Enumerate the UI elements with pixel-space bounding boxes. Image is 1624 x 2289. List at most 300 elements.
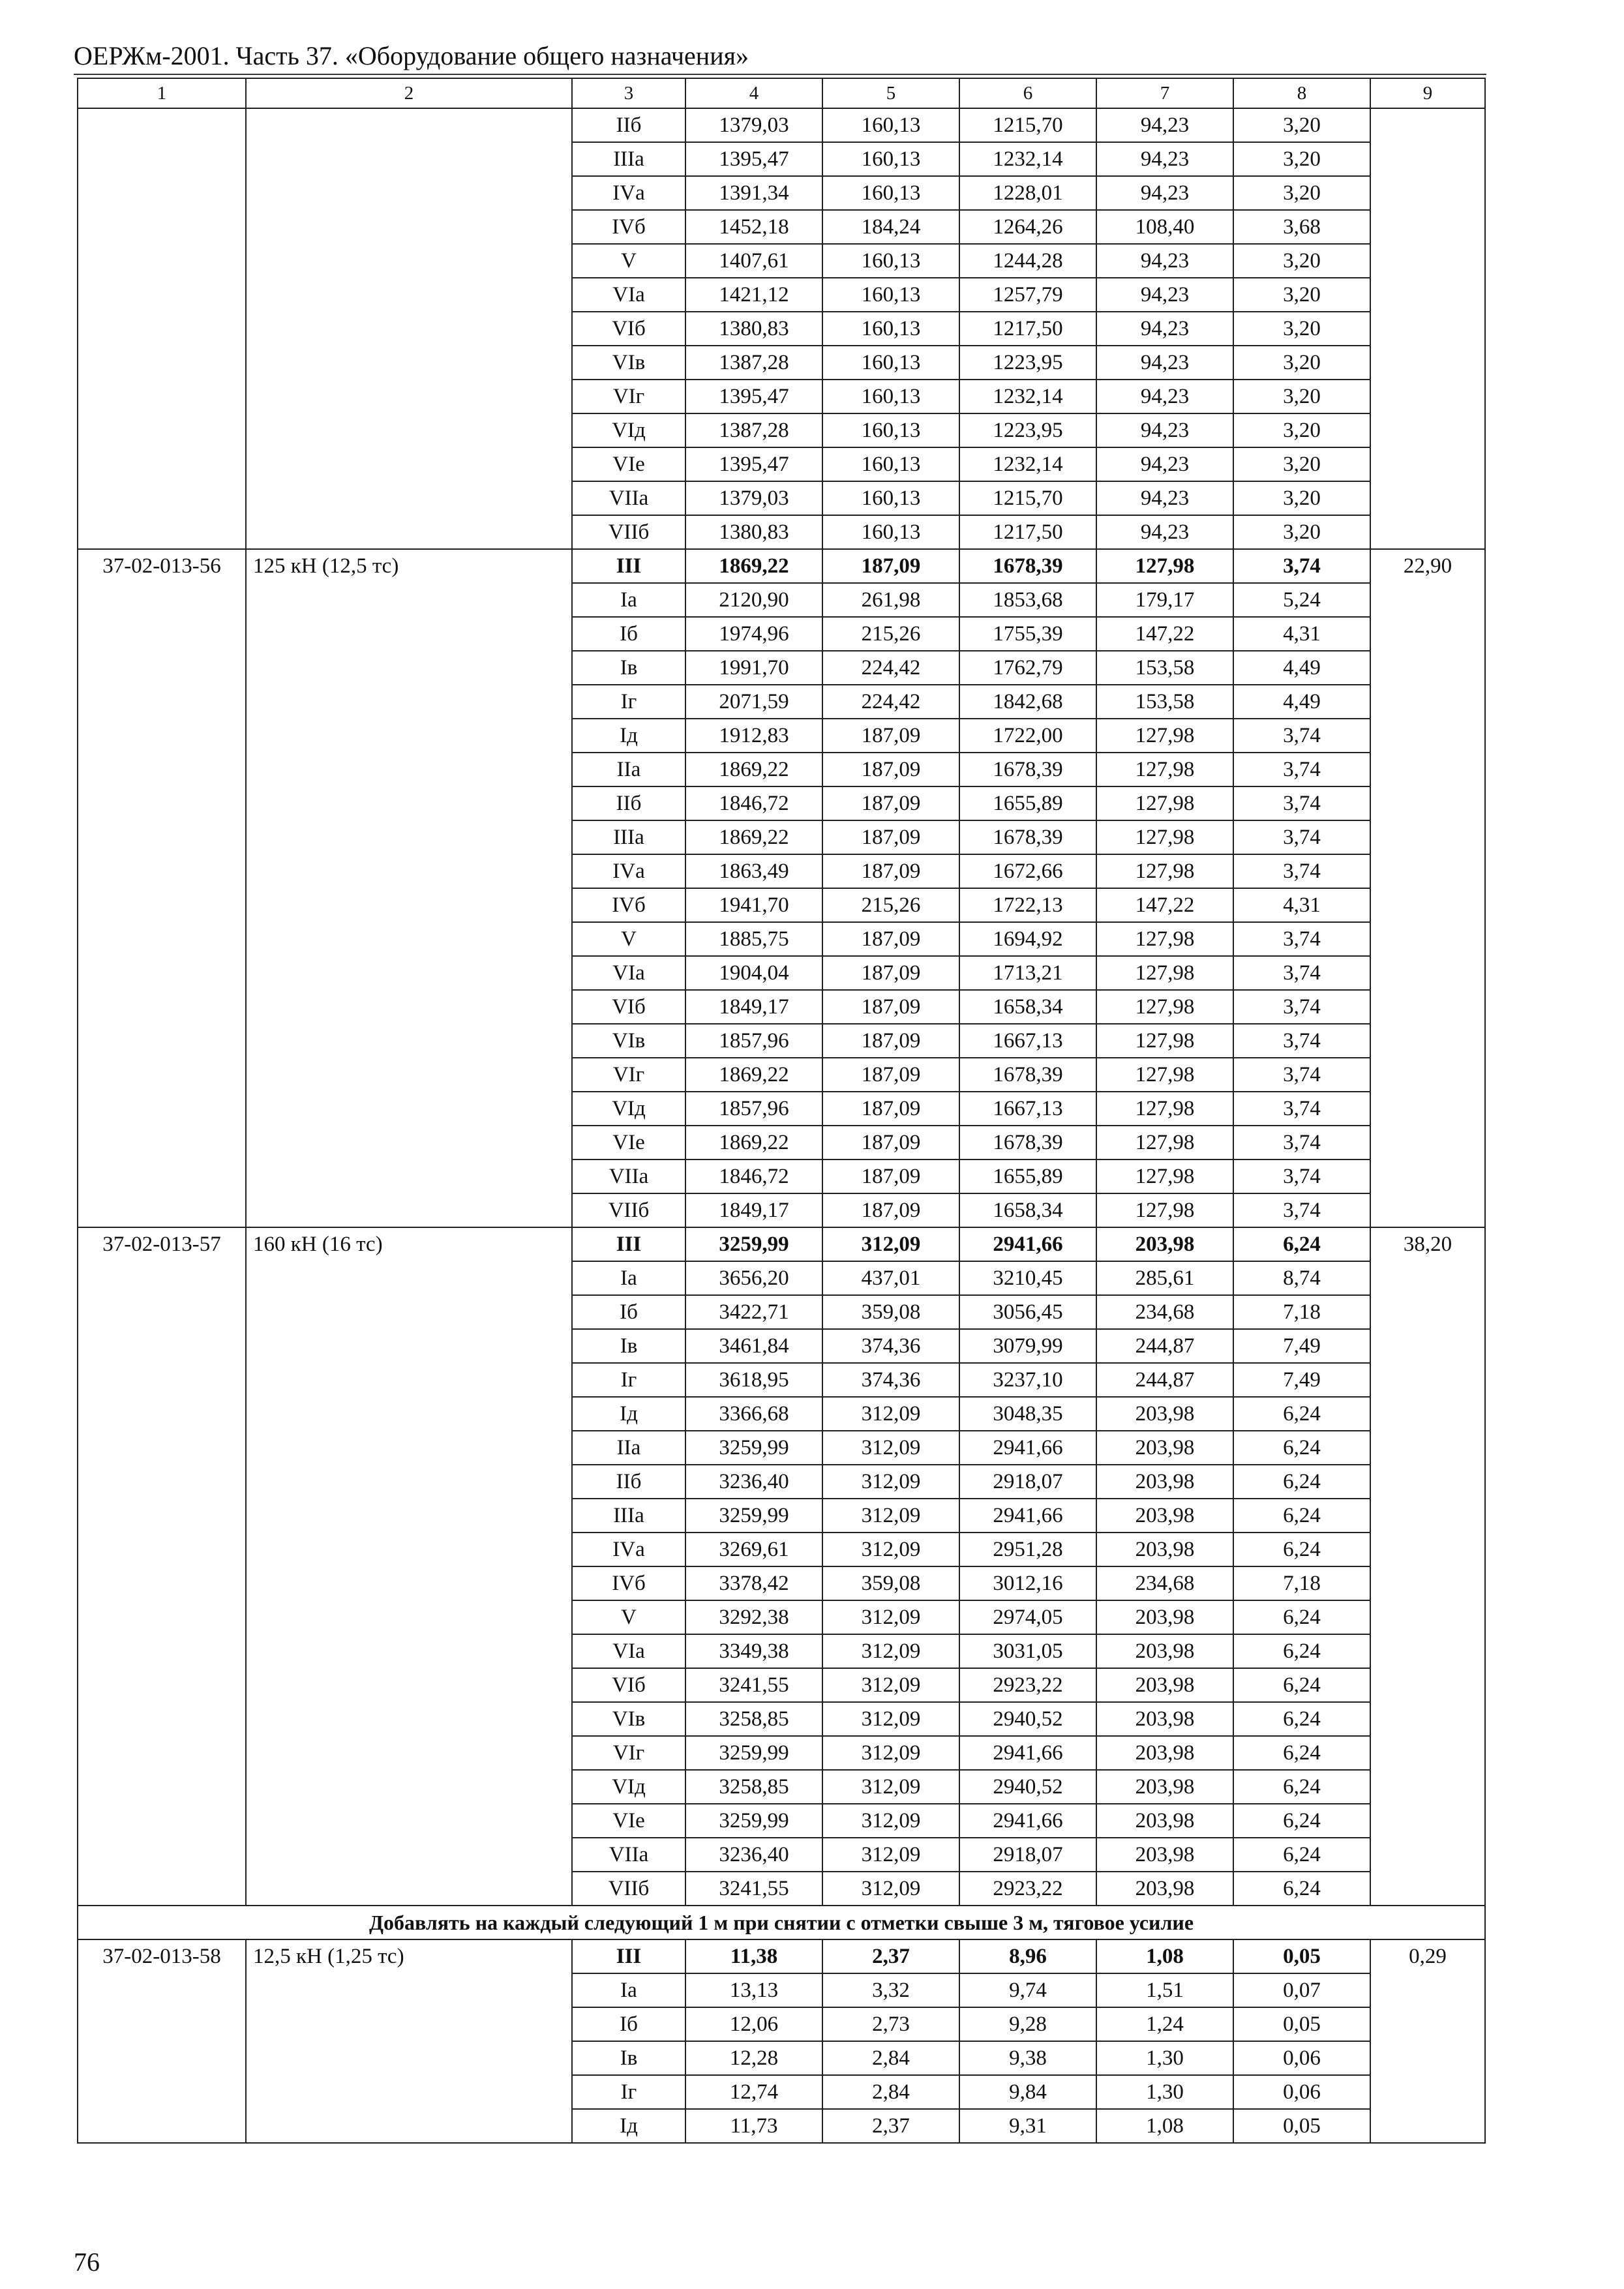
cost-value: 1678,39 [959, 1126, 1096, 1159]
cost-value: 312,09 [822, 1838, 959, 1872]
cost-value: 1863,49 [685, 854, 822, 888]
cost-value: 1842,68 [959, 685, 1096, 719]
cost-value: 312,09 [822, 1600, 959, 1634]
cost-value: 224,42 [822, 651, 959, 685]
cost-value: 6,24 [1233, 1431, 1370, 1465]
cost-value: 9,31 [959, 2109, 1096, 2143]
cost-value: 94,23 [1096, 176, 1233, 210]
cost-value: 160,13 [822, 481, 959, 515]
cost-value: 4,49 [1233, 651, 1370, 685]
cost-value: 0,07 [1233, 1973, 1370, 2007]
cost-value: 127,98 [1096, 1092, 1233, 1126]
cost-value: 7,49 [1233, 1329, 1370, 1363]
cost-value: 3,74 [1233, 1058, 1370, 1092]
cost-value: 3,74 [1233, 1193, 1370, 1227]
cost-value: 1407,61 [685, 244, 822, 278]
cost-value: 203,98 [1096, 1838, 1233, 1872]
cost-value: 1694,92 [959, 922, 1096, 956]
cost-value: 1846,72 [685, 1159, 822, 1193]
cost-value: 1869,22 [685, 753, 822, 786]
cost-value: 203,98 [1096, 1499, 1233, 1533]
cost-value: 203,98 [1096, 1872, 1233, 1906]
cost-value: 0,06 [1233, 2075, 1370, 2109]
cost-value: 2918,07 [959, 1838, 1096, 1872]
cost-value: 127,98 [1096, 719, 1233, 753]
cost-value: 1869,22 [685, 820, 822, 854]
column-number: 3 [572, 78, 685, 108]
cost-value: 1678,39 [959, 753, 1096, 786]
cost-value: 147,22 [1096, 888, 1233, 922]
cost-value: 3,74 [1233, 1024, 1370, 1058]
page-number: 76 [74, 2247, 100, 2277]
cost-value: 3258,85 [685, 1770, 822, 1804]
norm-code [78, 108, 246, 549]
cost-value: 374,36 [822, 1329, 959, 1363]
cost-value: 3,20 [1233, 380, 1370, 413]
cost-value: 9,84 [959, 2075, 1096, 2109]
cost-value: 1658,34 [959, 1193, 1096, 1227]
cost-value: 3259,99 [685, 1804, 822, 1838]
region-zone: VIIа [572, 481, 685, 515]
cost-value: 3,74 [1233, 990, 1370, 1024]
cost-value: 12,74 [685, 2075, 822, 2109]
cost-value: 6,24 [1233, 1702, 1370, 1736]
cost-value: 3378,42 [685, 1566, 822, 1600]
cost-value: 3,74 [1233, 786, 1370, 820]
cost-value: 160,13 [822, 142, 959, 176]
cost-value: 244,87 [1096, 1329, 1233, 1363]
region-zone: Iг [572, 2075, 685, 2109]
cost-value: 8,74 [1233, 1261, 1370, 1295]
cost-value: 8,96 [959, 1939, 1096, 1973]
region-zone: VIа [572, 1634, 685, 1668]
cost-value: 3461,84 [685, 1329, 822, 1363]
cost-value: 3,20 [1233, 244, 1370, 278]
cost-value: 3,74 [1233, 719, 1370, 753]
cost-value: 6,24 [1233, 1838, 1370, 1872]
cost-value: 312,09 [822, 1804, 959, 1838]
cost-value: 3618,95 [685, 1363, 822, 1397]
cost-value: 187,09 [822, 786, 959, 820]
cost-value: 12,28 [685, 2041, 822, 2075]
table-row [78, 1227, 1485, 1261]
region-zone: VIб [572, 312, 685, 346]
cost-value: 1667,13 [959, 1024, 1096, 1058]
cost-value: 2951,28 [959, 1533, 1096, 1566]
cost-value: 312,09 [822, 1634, 959, 1668]
cost-value: 3656,20 [685, 1261, 822, 1295]
cost-value: 187,09 [822, 719, 959, 753]
region-zone: VIа [572, 278, 685, 312]
cost-value: 94,23 [1096, 447, 1233, 481]
cost-value: 1849,17 [685, 1193, 822, 1227]
cost-value: 0,05 [1233, 1939, 1370, 1973]
cost-value: 6,24 [1233, 1872, 1370, 1906]
region-zone: IVа [572, 176, 685, 210]
cost-value: 1232,14 [959, 447, 1096, 481]
cost-value: 1452,18 [685, 210, 822, 244]
region-zone: Iд [572, 1397, 685, 1431]
region-zone: VIв [572, 1702, 685, 1736]
column-number: 5 [822, 78, 959, 108]
region-zone: VIб [572, 1668, 685, 1702]
cost-value: 9,28 [959, 2007, 1096, 2041]
region-zone: VIв [572, 1024, 685, 1058]
cost-value: 6,24 [1233, 1465, 1370, 1499]
region-zone: Iв [572, 651, 685, 685]
region-zone: V [572, 244, 685, 278]
cost-value: 1678,39 [959, 1058, 1096, 1092]
cost-value: 1215,70 [959, 108, 1096, 142]
cost-value: 160,13 [822, 278, 959, 312]
cost-value: 1395,47 [685, 447, 822, 481]
cost-value: 3259,99 [685, 1499, 822, 1533]
cost-value: 94,23 [1096, 346, 1233, 380]
cost-value: 203,98 [1096, 1600, 1233, 1634]
cost-value: 187,09 [822, 549, 959, 583]
cost-value: 127,98 [1096, 956, 1233, 990]
region-zone: VIд [572, 1770, 685, 1804]
region-zone: IIа [572, 753, 685, 786]
cost-value: 2120,90 [685, 583, 822, 617]
cost-value: 3,68 [1233, 210, 1370, 244]
region-zone: IVа [572, 854, 685, 888]
cost-value: 1391,34 [685, 176, 822, 210]
cost-value: 3,20 [1233, 515, 1370, 549]
region-zone: VIд [572, 1092, 685, 1126]
cost-value: 2941,66 [959, 1227, 1096, 1261]
cost-value: 3236,40 [685, 1838, 822, 1872]
cost-value: 127,98 [1096, 1024, 1233, 1058]
header-divider [74, 74, 1486, 75]
cost-value: 1421,12 [685, 278, 822, 312]
cost-value: 203,98 [1096, 1397, 1233, 1431]
cost-value: 3,20 [1233, 108, 1370, 142]
cost-value: 203,98 [1096, 1431, 1233, 1465]
cost-value: 203,98 [1096, 1533, 1233, 1566]
cost-value: 160,13 [822, 346, 959, 380]
cost-value: 3241,55 [685, 1668, 822, 1702]
equipment-mass: 0,29 [1370, 1939, 1485, 2143]
cost-value: 3,74 [1233, 956, 1370, 990]
column-number: 9 [1370, 78, 1485, 108]
cost-value: 187,09 [822, 1092, 959, 1126]
cost-value: 1,24 [1096, 2007, 1233, 2041]
cost-value: 160,13 [822, 176, 959, 210]
cost-value: 3422,71 [685, 1295, 822, 1329]
cost-value: 3,74 [1233, 854, 1370, 888]
cost-value: 1379,03 [685, 481, 822, 515]
cost-value: 1228,01 [959, 176, 1096, 210]
cost-value: 203,98 [1096, 1227, 1233, 1261]
cost-value: 0,05 [1233, 2007, 1370, 2041]
cost-value: 3366,68 [685, 1397, 822, 1431]
cost-value: 160,13 [822, 447, 959, 481]
cost-value: 359,08 [822, 1566, 959, 1600]
cost-value: 2071,59 [685, 685, 822, 719]
region-zone: Iа [572, 583, 685, 617]
cost-value: 1885,75 [685, 922, 822, 956]
cost-value: 1678,39 [959, 820, 1096, 854]
cost-value: 147,22 [1096, 617, 1233, 651]
cost-value: 94,23 [1096, 142, 1233, 176]
cost-value: 127,98 [1096, 1058, 1233, 1092]
cost-value: 3,74 [1233, 753, 1370, 786]
cost-value: 437,01 [822, 1261, 959, 1295]
cost-value: 6,24 [1233, 1499, 1370, 1533]
cost-value: 1264,26 [959, 210, 1096, 244]
cost-value: 1215,70 [959, 481, 1096, 515]
cost-value: 7,49 [1233, 1363, 1370, 1397]
region-zone: VIб [572, 990, 685, 1024]
cost-value: 160,13 [822, 312, 959, 346]
region-zone: IIIа [572, 820, 685, 854]
cost-value: 2941,66 [959, 1499, 1096, 1533]
cost-value: 215,26 [822, 617, 959, 651]
cost-value: 2923,22 [959, 1872, 1096, 1906]
cost-value: 312,09 [822, 1465, 959, 1499]
cost-value: 6,24 [1233, 1533, 1370, 1566]
region-zone: IIб [572, 108, 685, 142]
cost-value: 94,23 [1096, 380, 1233, 413]
cost-value: 127,98 [1096, 854, 1233, 888]
region-zone: V [572, 1600, 685, 1634]
cost-value: 1869,22 [685, 1058, 822, 1092]
cost-value: 94,23 [1096, 481, 1233, 515]
region-zone: VIв [572, 346, 685, 380]
region-zone: IVа [572, 1533, 685, 1566]
cost-value: 1849,17 [685, 990, 822, 1024]
cost-value: 3048,35 [959, 1397, 1096, 1431]
cost-value: 312,09 [822, 1736, 959, 1770]
cost-value: 127,98 [1096, 786, 1233, 820]
cost-value: 127,98 [1096, 753, 1233, 786]
region-zone: VIIа [572, 1838, 685, 1872]
cost-value: 184,24 [822, 210, 959, 244]
cost-value: 3210,45 [959, 1261, 1096, 1295]
cost-value: 1232,14 [959, 142, 1096, 176]
cost-value: 1722,13 [959, 888, 1096, 922]
cost-value: 1857,96 [685, 1092, 822, 1126]
cost-value: 1217,50 [959, 312, 1096, 346]
cost-value: 6,24 [1233, 1668, 1370, 1702]
cost-value: 1655,89 [959, 786, 1096, 820]
cost-value: 1762,79 [959, 651, 1096, 685]
cost-value: 203,98 [1096, 1736, 1233, 1770]
cost-value: 3,74 [1233, 1126, 1370, 1159]
cost-value: 6,24 [1233, 1770, 1370, 1804]
cost-value: 187,09 [822, 1126, 959, 1159]
cost-value: 1857,96 [685, 1024, 822, 1058]
cost-value: 127,98 [1096, 922, 1233, 956]
cost-value: 127,98 [1096, 990, 1233, 1024]
cost-value: 3,20 [1233, 278, 1370, 312]
column-number: 7 [1096, 78, 1233, 108]
cost-value: 3079,99 [959, 1329, 1096, 1363]
cost-value: 7,18 [1233, 1566, 1370, 1600]
cost-value: 187,09 [822, 990, 959, 1024]
region-zone: VIа [572, 956, 685, 990]
column-number-row [78, 78, 1485, 108]
cost-value: 127,98 [1096, 1126, 1233, 1159]
cost-value: 2923,22 [959, 1668, 1096, 1702]
cost-value: 203,98 [1096, 1634, 1233, 1668]
region-zone: V [572, 922, 685, 956]
cost-value: 127,98 [1096, 1159, 1233, 1193]
table-body [78, 108, 1485, 2143]
cost-value: 1379,03 [685, 108, 822, 142]
cost-value: 3241,55 [685, 1872, 822, 1906]
cost-value: 5,24 [1233, 583, 1370, 617]
cost-value: 203,98 [1096, 1668, 1233, 1702]
region-zone: III [572, 1227, 685, 1261]
cost-value: 1244,28 [959, 244, 1096, 278]
cost-value: 1678,39 [959, 549, 1096, 583]
section-note-row [78, 1906, 1485, 1939]
cost-value: 108,40 [1096, 210, 1233, 244]
cost-value: 1217,50 [959, 515, 1096, 549]
cost-value: 6,24 [1233, 1600, 1370, 1634]
region-zone: VIг [572, 1058, 685, 1092]
region-zone: VIг [572, 380, 685, 413]
cost-value: 4,31 [1233, 617, 1370, 651]
cost-value: 12,06 [685, 2007, 822, 2041]
cost-value: 1,51 [1096, 1973, 1233, 2007]
cost-value: 3,20 [1233, 346, 1370, 380]
cost-value: 312,09 [822, 1770, 959, 1804]
cost-value: 1869,22 [685, 549, 822, 583]
cost-value: 6,24 [1233, 1634, 1370, 1668]
cost-value: 187,09 [822, 922, 959, 956]
cost-value: 187,09 [822, 820, 959, 854]
cost-value: 1713,21 [959, 956, 1096, 990]
cost-value: 3012,16 [959, 1566, 1096, 1600]
region-zone: VIIб [572, 515, 685, 549]
cost-value: 3,20 [1233, 176, 1370, 210]
cost-value: 312,09 [822, 1499, 959, 1533]
cost-value: 6,24 [1233, 1397, 1370, 1431]
cost-value: 1395,47 [685, 380, 822, 413]
cost-value: 1257,79 [959, 278, 1096, 312]
cost-value: 160,13 [822, 515, 959, 549]
cost-value: 1,08 [1096, 1939, 1233, 1973]
column-number: 2 [246, 78, 572, 108]
cost-value: 1387,28 [685, 346, 822, 380]
region-zone: Iб [572, 1295, 685, 1329]
cost-value: 94,23 [1096, 244, 1233, 278]
cost-value: 2941,66 [959, 1431, 1096, 1465]
cost-value: 94,23 [1096, 312, 1233, 346]
cost-value: 2941,66 [959, 1736, 1096, 1770]
cost-value: 4,31 [1233, 888, 1370, 922]
cost-value: 7,18 [1233, 1295, 1370, 1329]
column-number: 1 [78, 78, 246, 108]
column-numbers [78, 78, 1485, 108]
cost-value: 3,20 [1233, 142, 1370, 176]
region-zone: VIе [572, 1126, 685, 1159]
cost-value: 2941,66 [959, 1804, 1096, 1838]
cost-value: 2,37 [822, 1939, 959, 1973]
cost-value: 2,73 [822, 2007, 959, 2041]
cost-value: 261,98 [822, 583, 959, 617]
cost-value: 94,23 [1096, 413, 1233, 447]
cost-value: 0,05 [1233, 2109, 1370, 2143]
column-number: 6 [959, 78, 1096, 108]
cost-value: 3292,38 [685, 1600, 822, 1634]
cost-value: 2918,07 [959, 1465, 1096, 1499]
region-zone: VIд [572, 413, 685, 447]
cost-value: 234,68 [1096, 1566, 1233, 1600]
cost-value: 312,09 [822, 1702, 959, 1736]
cost-value: 1232,14 [959, 380, 1096, 413]
region-zone: Iв [572, 2041, 685, 2075]
cost-value: 1869,22 [685, 1126, 822, 1159]
cost-value: 203,98 [1096, 1804, 1233, 1838]
cost-value: 160,13 [822, 413, 959, 447]
cost-value: 312,09 [822, 1431, 959, 1465]
cost-value: 1,30 [1096, 2041, 1233, 2075]
cost-value: 359,08 [822, 1295, 959, 1329]
cost-value: 3,20 [1233, 413, 1370, 447]
cost-value: 3,74 [1233, 922, 1370, 956]
cost-value: 6,24 [1233, 1736, 1370, 1770]
region-zone: VIIа [572, 1159, 685, 1193]
cost-value: 1672,66 [959, 854, 1096, 888]
cost-value: 1991,70 [685, 651, 822, 685]
region-zone: IIб [572, 1465, 685, 1499]
region-zone: VIIб [572, 1193, 685, 1227]
region-zone: Iг [572, 685, 685, 719]
cost-value: 3,74 [1233, 549, 1370, 583]
equipment-mass [1370, 108, 1485, 549]
region-zone: IIб [572, 786, 685, 820]
region-zone: III [572, 549, 685, 583]
load-capacity: 12,5 кН (1,25 тс) [246, 1939, 572, 2143]
table-row [78, 1939, 1485, 1973]
cost-value: 3259,99 [685, 1431, 822, 1465]
cost-value: 2974,05 [959, 1600, 1096, 1634]
cost-value: 312,09 [822, 1397, 959, 1431]
region-zone: IVб [572, 888, 685, 922]
norms-table [77, 78, 1486, 2144]
cost-value: 9,74 [959, 1973, 1096, 2007]
region-zone: IIа [572, 1431, 685, 1465]
cost-value: 203,98 [1096, 1770, 1233, 1804]
region-zone: IIIа [572, 1499, 685, 1533]
cost-value: 94,23 [1096, 515, 1233, 549]
cost-value: 1912,83 [685, 719, 822, 753]
cost-value: 3031,05 [959, 1634, 1096, 1668]
norm-code: 37-02-013-56 [78, 549, 246, 1227]
cost-value: 1667,13 [959, 1092, 1096, 1126]
norm-code: 37-02-013-58 [78, 1939, 246, 2143]
cost-value: 215,26 [822, 888, 959, 922]
cost-value: 153,58 [1096, 685, 1233, 719]
cost-value: 224,42 [822, 685, 959, 719]
cost-value: 160,13 [822, 108, 959, 142]
region-zone: Iб [572, 2007, 685, 2041]
cost-value: 1380,83 [685, 515, 822, 549]
region-zone: Iд [572, 719, 685, 753]
cost-value: 1,30 [1096, 2075, 1233, 2109]
cost-value: 179,17 [1096, 583, 1233, 617]
cost-value: 3,74 [1233, 1159, 1370, 1193]
region-zone: Iг [572, 1363, 685, 1397]
load-capacity [246, 108, 572, 549]
region-zone: IIIа [572, 142, 685, 176]
cost-value: 312,09 [822, 1227, 959, 1261]
cost-value: 203,98 [1096, 1702, 1233, 1736]
